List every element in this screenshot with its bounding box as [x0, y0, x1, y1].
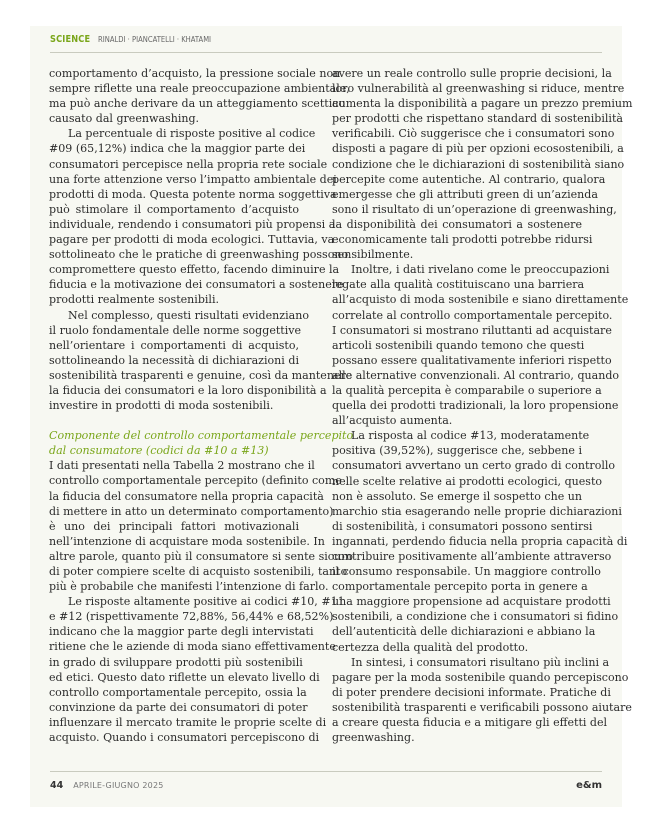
text-line: legate alla qualità costituiscano una barriera	[332, 278, 585, 292]
text-line: non è assoluto. Se emerge il sospetto che un	[332, 489, 582, 503]
text-line: I dati presentati nella Tabella 2 mostrano che il	[49, 459, 315, 473]
text-line: sottolineando la necessità di dichiarazioni di	[49, 353, 299, 367]
text-line: di poter compiere scelte di acquisto sostenibili, tanto	[49, 565, 348, 578]
text-line: investire in prodotti di moda sostenibili.	[49, 399, 274, 413]
text-line: controllo comportamentale percepito (definito come	[49, 474, 342, 488]
text-line: nell’orientare i comportamenti di acquisto,	[49, 338, 299, 352]
text-line: nelle scelte relative ai prodotti ecologici, questo	[332, 474, 603, 488]
text-line: alle alternative convenzionali. Al contrario, quando	[332, 368, 620, 382]
text-line: sono il risultato di un’operazione di greenwashing,	[332, 202, 617, 216]
page-number: 44	[50, 780, 64, 791]
text-line: fiducia e la motivazione dei consumatori a sostenere	[49, 278, 344, 292]
text-line: altre parole, quanto più il consumatore si sente sicuro	[49, 549, 354, 563]
text-line: I consumatori si mostrano riluttanti ad acquistare	[332, 323, 612, 337]
text-line: marchio stia esagerando nelle proprie dichiarazioni	[332, 504, 622, 518]
text-line: il ruolo fondamentale delle norme soggettive	[49, 323, 302, 337]
text-line: condizione che le dichiarazioni di sostenibilità siano	[332, 157, 625, 171]
text-line: individuale, rendendo i consumatori più propensi a	[49, 217, 336, 231]
running-authors: RINALDI · PIANCATELLI · KHATAMI	[98, 35, 212, 44]
running-header	[50, 34, 602, 53]
text-line: la fiducia del consumatore nella propria capacità	[49, 489, 324, 503]
page-footer	[50, 771, 602, 791]
text-line: è uno dei principali fattori motivazionali	[49, 519, 299, 533]
text-line: ma può anche derivare da un atteggiamento scettico	[49, 97, 346, 111]
text-line: causato dal greenwashing.	[49, 112, 200, 126]
text-line: di mettere in atto un determinato comportamento)	[49, 504, 334, 518]
issue-date: APRILE-GIUGNO 2025	[73, 781, 164, 790]
text-line: dell’autenticità delle dichiarazioni e abbiano la	[332, 625, 596, 639]
text-line: pagare per la moda sostenibile quando percepiscono	[332, 670, 629, 684]
text-line: ingannati, perdendo fiducia nella propria capacità di	[332, 534, 628, 548]
paragraph-gap	[49, 413, 299, 428]
text-line: compromettere questo effetto, facendo diminuire la	[49, 263, 340, 277]
section-subheading-line: dal consumatore (codici da #10 a #13)	[49, 444, 269, 458]
text-line: consumatori percepisce nella propria rete sociale	[49, 157, 328, 171]
text-line: percepite come autentiche. Al contrario, qualora	[332, 172, 606, 186]
text-line: la fiducia dei consumatori e la loro disponibilità a	[49, 383, 327, 397]
text-line: di poter prendere decisioni informate. Pratiche di	[332, 685, 611, 699]
text-line: In sintesi, i consumatori risultano più inclini a	[351, 655, 610, 669]
text-line: controllo comportamentale percepito, ossia la	[49, 685, 307, 699]
text-line: convinzione da parte dei consumatori di poter	[49, 700, 308, 714]
text-line: per prodotti che rispettano standard di sostenibilità	[332, 112, 623, 126]
text-line: indicano che la maggior parte degli intervistati	[49, 625, 314, 639]
text-line: ritiene che le aziende di moda siano effettivamente	[49, 640, 336, 654]
text-line: comportamento d’acquisto, la pressione sociale non	[49, 67, 341, 80]
text-line: prodotti realmente sostenibili.	[49, 293, 219, 307]
text-line: all’acquisto di moda sostenibile e siano direttamente	[332, 293, 629, 307]
text-line: influenzare il mercato tramite le proprie scelte di	[49, 715, 327, 729]
text-line: emergesse che gli attributi green di un’azienda	[332, 187, 598, 201]
text-line: la disponibilità dei consumatori a sostenere	[332, 217, 582, 231]
text-line: sostenibili, a condizione che i consumatori si fidino	[332, 610, 619, 624]
text-line: La risposta al codice #13, moderatamente	[351, 429, 590, 443]
text-line: economicamente tali prodotti potrebbe ridursi	[332, 233, 593, 247]
text-line: più è probabile che manifesti l’intenzione di farlo.	[49, 580, 329, 594]
text-line: all’acquisto aumenta.	[332, 414, 453, 428]
text-line: comportamentale percepito porta in genere a	[332, 580, 588, 594]
text-line: sottolineato che le pratiche di greenwashing possono	[49, 248, 349, 262]
text-line: contribuire positivamente all’ambiente attraverso	[332, 550, 612, 563]
text-line: disposti a pagare di più per opzioni ecosostenibili, a	[332, 142, 624, 156]
text-line: in grado di sviluppare prodotti più sostenibili	[49, 655, 303, 669]
magazine-page	[30, 26, 633, 807]
text-line: avere un reale controllo sulle proprie decisioni, la	[332, 67, 612, 80]
text-line: una forte attenzione verso l’impatto ambientale dei	[49, 172, 337, 186]
text-line: quella dei prodotti tradizionali, la loro propensione	[332, 399, 619, 413]
text-line: di sostenibilità, i consumatori possono sentirsi	[332, 519, 593, 533]
text-line: greenwashing.	[332, 731, 415, 745]
text-line: loro vulnerabilità al greenwashing si riduce, mentre	[332, 82, 625, 96]
text-line: può stimolare il comportamento d’acquisto	[49, 202, 299, 216]
section-subheading-line: Componente del controllo comportamentale percepito	[49, 429, 354, 443]
text-line: Nel complesso, questi risultati evidenziano	[68, 308, 309, 322]
section-label: SCIENCE	[50, 34, 91, 45]
text-line: sensibilmente.	[332, 248, 414, 262]
text-line: Inoltre, i dati rivelano come le preoccupazioni	[351, 263, 610, 277]
right-column	[332, 66, 633, 745]
text-line: pagare per prodotti di moda ecologici. Tuttavia, va	[49, 233, 335, 247]
text-line: sempre riflette una reale preoccupazione ambientale,	[49, 82, 350, 96]
text-line: nell’intenzione di acquistare moda sostenibile. In	[49, 534, 325, 548]
text-line: aumenta la disponibilità a pagare un prezzo premium	[332, 97, 633, 111]
text-line: e #12 (rispettivamente 72,88%, 56,44% e 68,52%)	[49, 610, 334, 624]
text-line: una maggiore propensione ad acquistare prodotti	[332, 595, 611, 609]
text-line: verificabili. Ciò suggerisce che i consumatori sono	[332, 127, 615, 141]
text-line: articoli sostenibili quando temono che questi	[332, 338, 585, 352]
text-line: il consumo responsabile. Un maggiore controllo	[332, 565, 601, 579]
text-line: acquisto. Quando i consumatori percepiscono di	[49, 731, 320, 745]
text-line: Le risposte altamente positive ai codici #10, #11	[68, 595, 345, 609]
text-line: possano essere qualitativamente inferiori rispetto	[332, 353, 612, 367]
text-line: La percentuale di risposte positive al codice	[68, 127, 316, 141]
text-line: certezza della qualità del prodotto.	[332, 640, 529, 654]
text-line: consumatori avvertano un certo grado di controllo	[332, 459, 616, 473]
text-line: ed etici. Questo dato riflette un elevato livello di	[49, 670, 320, 684]
magazine-logo: e&m	[576, 780, 602, 791]
text-line: prodotti di moda. Questa potente norma soggettiva	[49, 187, 337, 201]
left-column	[49, 66, 354, 745]
text-line: sostenibilità trasparenti e verificabili possono aiutare	[332, 700, 632, 714]
text-line: a creare questa fiducia e a mitigare gli effetti del	[332, 716, 608, 730]
text-line: #09 (65,12%) indica che la maggior parte dei	[49, 142, 306, 156]
text-line: correlate al controllo comportamentale percepito.	[332, 308, 613, 322]
text-line: positiva (39,52%), suggerisce che, sebbene i	[332, 444, 582, 458]
text-line: sostenibilità trasparenti e genuine, così da mantenere	[49, 368, 353, 382]
text-line: la qualità percepita è comparabile o superiore a	[332, 383, 602, 397]
